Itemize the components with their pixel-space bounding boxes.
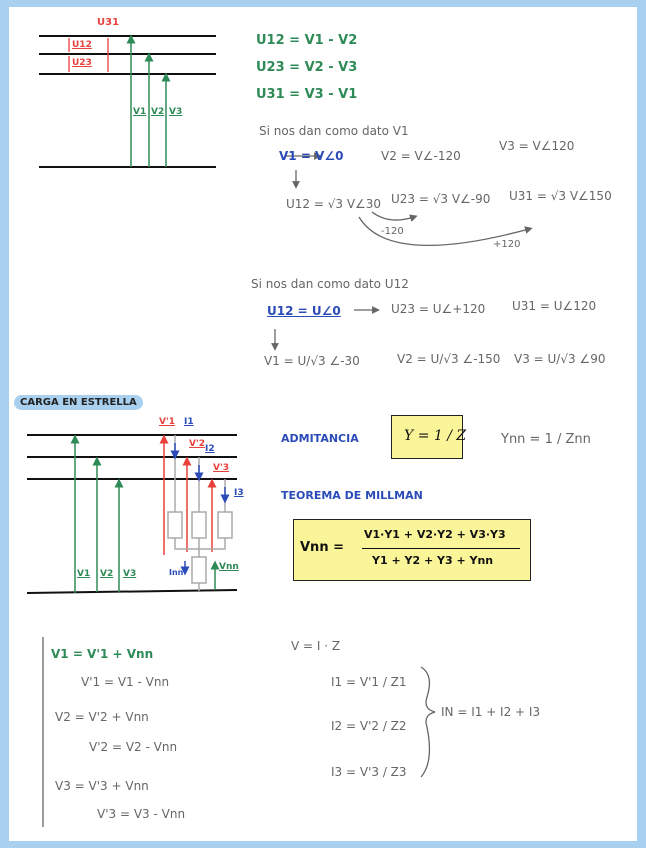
label-i3: I3 (234, 488, 244, 498)
case2-v1: V1 = U/√3 ∠-30 (264, 354, 360, 368)
eq-ohm: V = I · Z (291, 639, 341, 653)
label-v2: V2 (151, 107, 165, 117)
eq-v2p: V'2 = V2 - Vnn (89, 740, 178, 754)
def-u23: U23 = V2 - V3 (256, 60, 358, 75)
label-v3p: V'3 (213, 463, 229, 473)
case1-v2: V2 = V∠-120 (381, 149, 461, 163)
millman-label: TEOREMA DE MILLMAN (281, 489, 423, 502)
admitancia-label: ADMITANCIA (281, 432, 359, 445)
case2-u31: U31 = U∠120 (512, 299, 597, 313)
eq-v2: V2 = V'2 + Vnn (55, 710, 149, 724)
def-u31: U31 = V3 - V1 (256, 87, 358, 102)
case2-title: Si nos dan como dato U12 (251, 277, 409, 291)
label-inn: Inn (169, 568, 184, 577)
shift-minus: -120 (381, 226, 404, 237)
label-star-v2: V2 (100, 569, 114, 579)
case2-v3: V3 = U/√3 ∠90 (514, 352, 606, 366)
label-vnn: Vnn (219, 562, 239, 572)
millman-lhs: Vnn = (300, 540, 344, 555)
case1-u12: U12 = √3 V∠30 (286, 197, 382, 211)
label-v3: V3 (169, 107, 183, 117)
label-u31: U31 (97, 17, 120, 28)
case2-u23: U23 = U∠+120 (391, 302, 486, 316)
ynn-formula: Ynn = 1 / Znn (501, 432, 591, 447)
millman-denominator: Y1 + Y2 + Y3 + Ynn (372, 554, 494, 567)
case1-title: Si nos dan como dato V1 (259, 124, 409, 138)
shift-plus: +120 (493, 239, 521, 250)
fraction-bar (362, 548, 520, 549)
label-i1: I1 (184, 417, 194, 427)
eq-i2: I2 = V'2 / Z2 (331, 719, 407, 733)
label-v1p: V'1 (159, 417, 175, 427)
eq-in-sum: IN = I1 + I2 + I3 (441, 705, 541, 719)
eq-v1: V1 = V'1 + Vnn (51, 647, 154, 661)
label-star-v1: V1 (77, 569, 91, 579)
notes-page (9, 7, 637, 841)
label-star-v3: V3 (123, 569, 137, 579)
admitancia-box (391, 415, 467, 459)
def-u12: U12 = V1 - V2 (256, 33, 358, 48)
case2-v2: V2 = U/√3 ∠-150 (397, 352, 501, 366)
label-u23: U23 (72, 58, 92, 68)
star-load-tag: CARGA EN ESTRELLA (14, 395, 143, 410)
eq-i3: I3 = V'3 / Z3 (331, 765, 407, 779)
label-v2p: V'2 (189, 439, 205, 449)
admitancia-formula: Y = 1 / Z (404, 428, 467, 444)
eq-v1p: V'1 = V1 - Vnn (81, 675, 170, 689)
case1-u23: U23 = √3 V∠-90 (391, 192, 491, 206)
case1-u31: U31 = √3 V∠150 (509, 189, 612, 203)
eq-v3: V3 = V'3 + Vnn (55, 779, 149, 793)
label-i2: I2 (205, 444, 215, 454)
eq-i1: I1 = V'1 / Z1 (331, 675, 407, 689)
eq-v3p: V'3 = V3 - Vnn (97, 807, 186, 821)
case1-given: V1 = V∠0 (279, 149, 344, 163)
label-v1: V1 (133, 107, 147, 117)
case1-v3: V3 = V∠120 (499, 139, 575, 153)
case2-given: U12 = U∠0 (267, 304, 341, 318)
millman-numerator: V1·Y1 + V2·Y2 + V3·Y3 (364, 528, 506, 541)
millman-box (293, 519, 531, 581)
label-u12: U12 (72, 40, 92, 50)
